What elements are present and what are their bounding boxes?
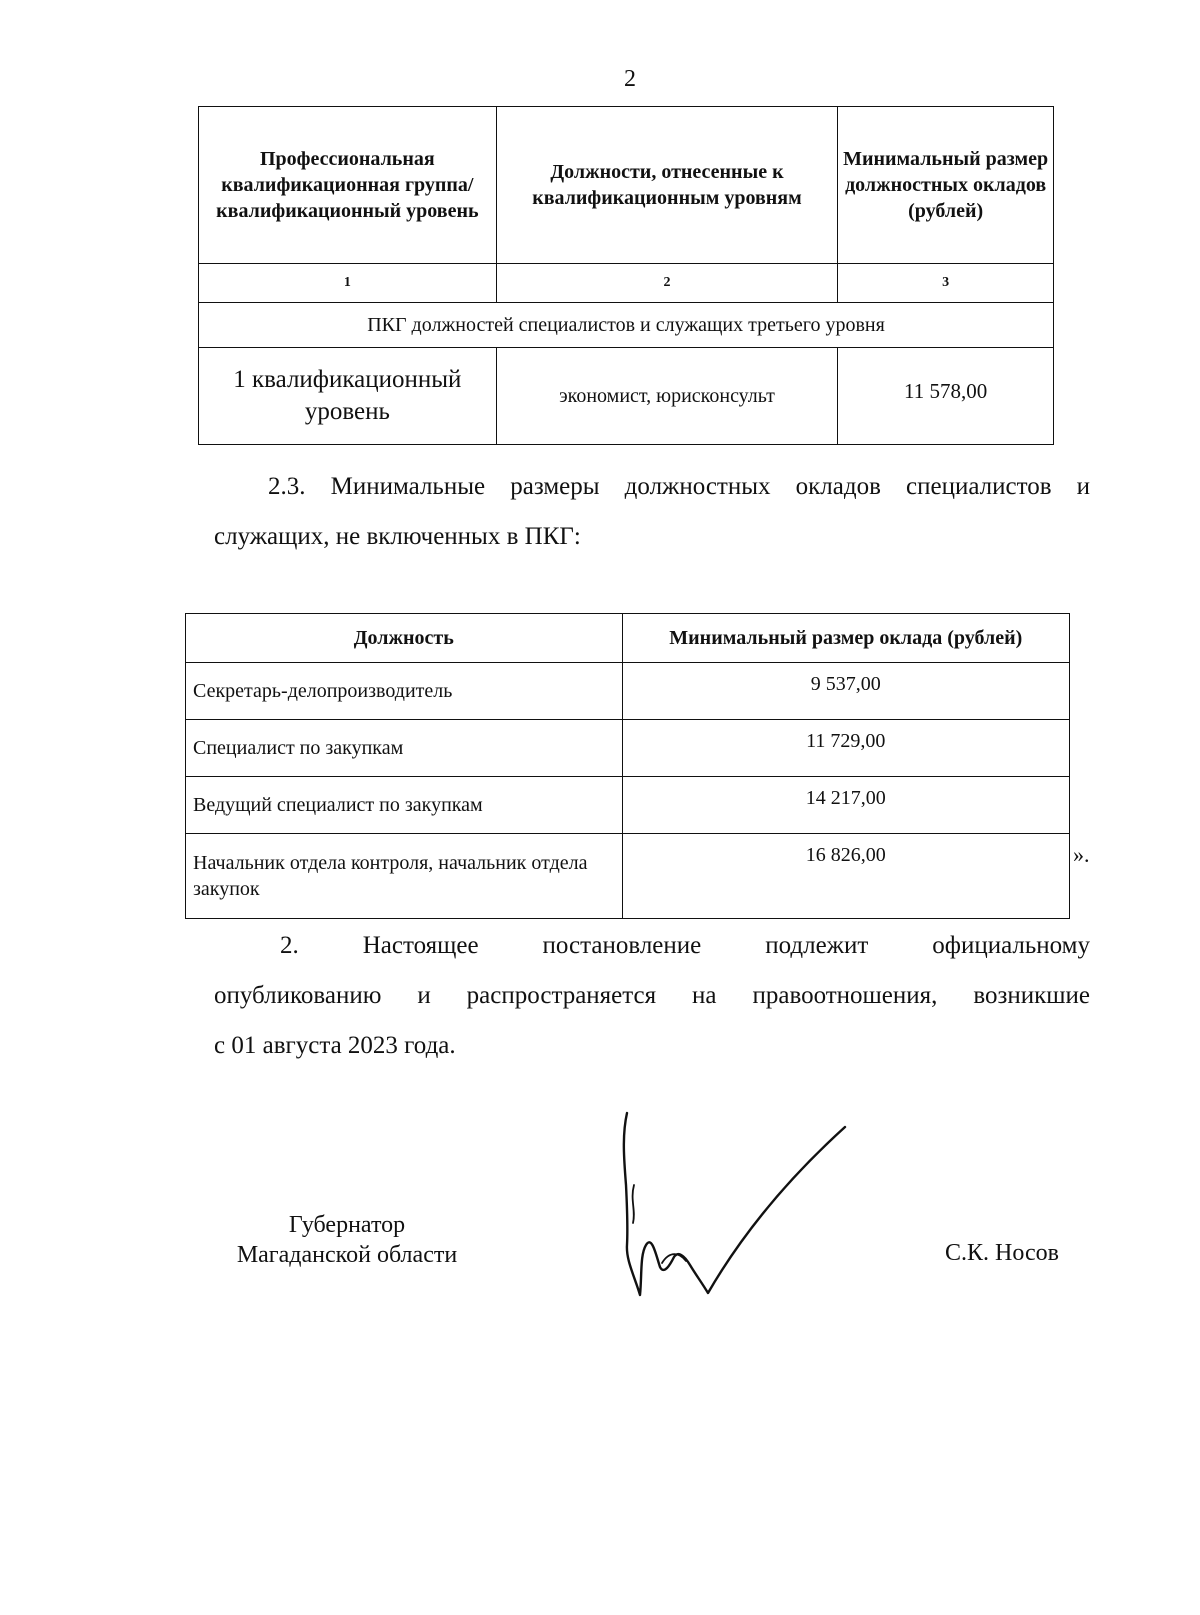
group-title: ПКГ должностей специалистов и служащих третьего уровня — [199, 303, 1054, 348]
header-position: Должность — [186, 614, 623, 663]
paragraph-line: опубликованию и распространяется на правоотношения, возникшие — [214, 982, 1090, 1009]
page-number: 2 — [624, 66, 636, 92]
signatory-title-line: Магаданской области — [236, 1242, 458, 1268]
column-number-row — [199, 264, 1054, 303]
qualification-groups-table — [198, 106, 1054, 445]
salary-cell: 11 729,00 — [622, 720, 1069, 777]
closing-quote: ». — [1073, 842, 1090, 867]
positions-cell: экономист, юрисконсульт — [496, 348, 838, 445]
table-row — [186, 663, 1070, 720]
column-number: 1 — [199, 264, 497, 303]
paragraph-line: 2.3. Минимальные размеры должностных окладов специалистов и — [268, 473, 1090, 500]
table-row — [186, 720, 1070, 777]
salary-cell: 9 537,00 — [622, 663, 1069, 720]
group-title-row — [199, 303, 1054, 348]
header-qualification-group: Профессиональная квалификационная группа/ квалификационный уровень — [199, 107, 497, 264]
header-positions: Должности, отнесенные к квалификационным уровням — [496, 107, 838, 264]
position-cell: Начальник отдела контроля, начальник отдела закупок — [186, 834, 623, 919]
salary-cell: 11 578,00 — [838, 348, 1054, 445]
salary-cell: 16 826,00 — [622, 834, 1069, 919]
section-2-3-paragraph — [214, 462, 1090, 562]
table-header-row — [199, 107, 1054, 264]
position-cell: Ведущий специалист по закупкам — [186, 777, 623, 834]
header-min-salary: Минимальный размер должностных окладов (рублей) — [838, 107, 1054, 264]
table-row — [186, 834, 1070, 919]
qualification-level: 1 квалификационный уровень — [199, 348, 497, 445]
non-pkg-positions-table — [185, 613, 1070, 919]
salary-cell: 14 217,00 — [622, 777, 1069, 834]
paragraph-line: с 01 августа 2023 года. — [214, 1032, 456, 1059]
handwritten-signature — [600, 1105, 870, 1305]
signatory-title — [222, 1210, 472, 1270]
column-number: 2 — [496, 264, 838, 303]
column-number: 3 — [838, 264, 1054, 303]
header-min-salary: Минимальный размер оклада (рублей) — [622, 614, 1069, 663]
clause-2-paragraph — [214, 921, 1090, 1071]
table-row — [199, 348, 1054, 445]
signatory-title-line: Губернатор — [288, 1212, 406, 1238]
position-cell: Специалист по закупкам — [186, 720, 623, 777]
table-row — [186, 777, 1070, 834]
paragraph-line: 2. Настоящее постановление подлежит официальному — [280, 932, 1090, 959]
paragraph-line: служащих, не включенных в ПКГ: — [214, 523, 581, 550]
position-cell: Секретарь-делопроизводитель — [186, 663, 623, 720]
signatory-name: С.К. Носов — [945, 1240, 1059, 1266]
table-header-row — [186, 614, 1070, 663]
